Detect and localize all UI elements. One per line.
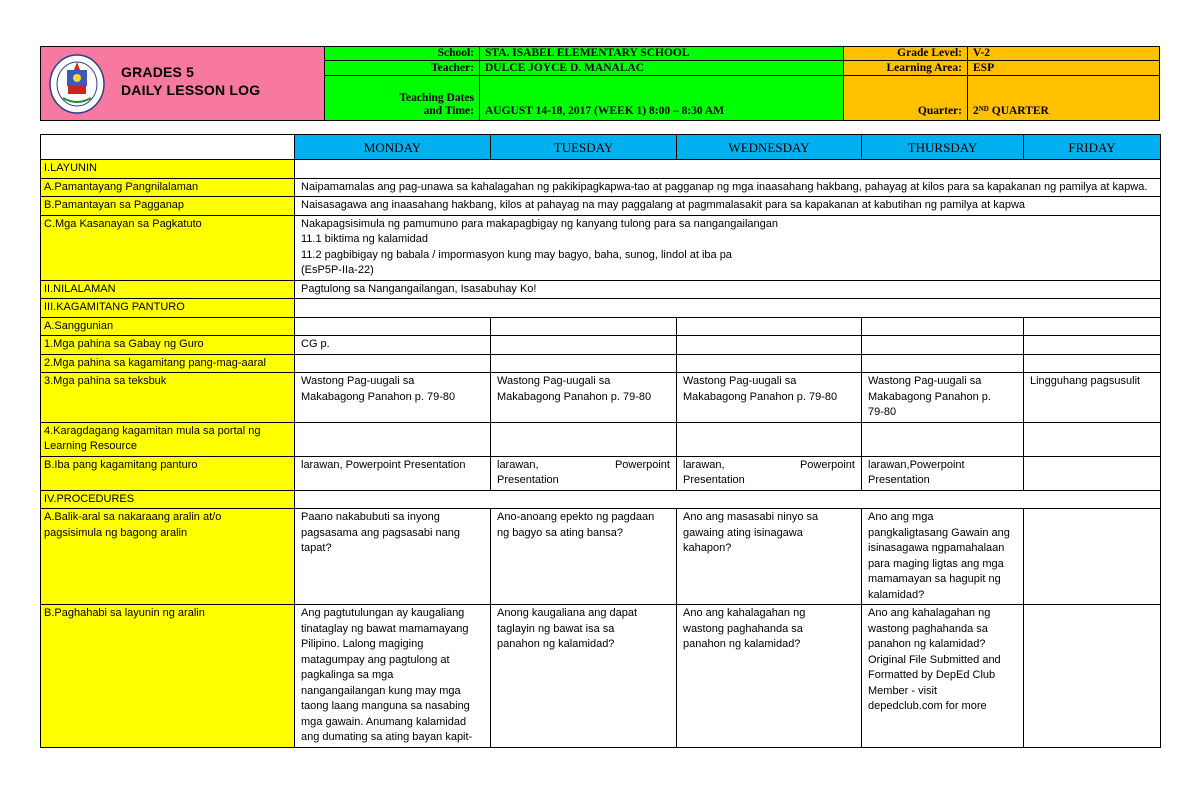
text-line: Ano ang mga [868, 511, 934, 523]
cell-teksbuk-tuesday [491, 373, 677, 423]
iba-line [497, 458, 670, 474]
label-kasanayan: C.Mga Kasanayan sa Pagkatuto [41, 215, 295, 280]
cell-empty [1024, 354, 1161, 373]
day-wednesday: WEDNESDAY [677, 135, 862, 160]
row-portal [41, 422, 1161, 456]
text-line: depedclub.com for more [868, 700, 987, 712]
balik-label-line: A.Balik-aral sa nakaraang aralin at/o [44, 511, 222, 523]
label-nilalaman: II.NILALAMAN [41, 280, 295, 299]
text-line: isinasagawa ngpamahalaan [868, 542, 1005, 554]
label-kagamitan: III.KAGAMITANG PANTURO [41, 299, 295, 318]
teksbuk-line: Makabagong Panahon p. 79-80 [683, 390, 838, 403]
row-paghahabi [41, 605, 1161, 748]
day-header-row [41, 135, 1161, 160]
row-teksbuk [41, 373, 1161, 423]
row-sanggunian [41, 317, 1161, 336]
day-thursday: THURSDAY [862, 135, 1024, 160]
text-line: Ano ang kahalagahan ng [868, 607, 991, 619]
text-line: matagumpay ang pagtulong at [301, 653, 450, 666]
cell-nilalaman: Pagtulong sa Nangangailangan, Isasabuhay Ko! [295, 280, 1161, 299]
portal-label-line: 4.Karagdagang kagamitan mula sa portal ng [44, 424, 261, 437]
quarter-value [968, 75, 1160, 120]
cell-empty [677, 354, 862, 373]
text-line: taglayin ng bawat isa sa [497, 622, 615, 635]
kasanayan-line: 11.1 biktima ng kalamidad [301, 233, 428, 245]
text-line: para maging ligtas ang mga [868, 557, 1004, 570]
row-procedures [41, 490, 1161, 509]
text-line: taong laang manguna sa nasabing [301, 700, 470, 712]
cell-empty [491, 354, 677, 373]
cell-procedures [295, 490, 1161, 509]
quarter-label: Quarter: [844, 75, 968, 120]
teksbuk-line: Wastong Pag-uugali sa [497, 375, 611, 387]
grade-level-label: Grade Level: [844, 47, 968, 61]
row-pamantayang [41, 178, 1161, 197]
lesson-log-table [40, 134, 1161, 748]
text-line: kalamidad? [868, 588, 925, 601]
text-line: panahon ng kalamidad? [497, 638, 615, 650]
cell-empty [862, 422, 1024, 456]
text-line: Member - visit [868, 684, 938, 697]
cell-iba-monday: larawan, Powerpoint Presentation [295, 456, 491, 490]
row-layunin [41, 160, 1161, 179]
row-gabay [41, 336, 1161, 355]
blank-header-cell [41, 135, 295, 160]
teksbuk-line: Makabagong Panahon p. 79-80 [301, 390, 456, 403]
cell-empty [491, 422, 677, 456]
text-line: Paano nakabubuti sa inyong [301, 511, 440, 523]
iba-word: larawan, [683, 458, 725, 471]
row-kasanayan [41, 215, 1161, 280]
cell-empty [862, 336, 1024, 355]
header-title-cell [41, 47, 325, 121]
teaching-dates-value: AUGUST 14-18, 2017 (WEEK 1) 8:00 – 8:30 AM [480, 75, 844, 120]
school-label: School: [325, 47, 480, 61]
text-line: ng bagyo sa ating bansa? [497, 526, 623, 539]
cell-balik-monday [295, 509, 491, 605]
cell-empty [677, 317, 862, 336]
text-line: Ano-anoang epekto ng pagdaan [497, 511, 655, 523]
text-line: Formatted by DepEd Club [868, 669, 996, 681]
quarter-word: QUARTER [991, 105, 1049, 117]
cell-paghahabi-monday [295, 605, 491, 748]
row-pagganap [41, 197, 1161, 216]
quarter-number: 2 [973, 105, 979, 117]
text-line: panahon ng kalamidad? [683, 638, 801, 650]
day-monday: MONDAY [295, 135, 491, 160]
cell-iba-tuesday [491, 456, 677, 490]
iba-line: larawan,Powerpoint [868, 458, 965, 471]
cell-paghahabi-thursday [862, 605, 1024, 748]
teksbuk-line: Makabagong Panahon p. 79-80 [497, 390, 652, 403]
day-tuesday: TUESDAY [491, 135, 677, 160]
teaching-dates-label [325, 75, 480, 120]
iba-line: Presentation [683, 474, 745, 486]
label-pagganap: B.Pamantayan sa Pagganap [41, 197, 295, 216]
cell-empty [295, 317, 491, 336]
teksbuk-line: 79-80 [868, 406, 897, 418]
cell-gabay-monday: CG p. [295, 336, 491, 355]
cell-teksbuk-wednesday [677, 373, 862, 423]
kasanayan-line: Nakapagsisimula ng pamumuno para makapagbigay ng kanyang tulong para sa nangangailangan [301, 217, 779, 230]
iba-word: larawan, [497, 458, 539, 471]
cell-balik-tuesday [491, 509, 677, 605]
cell-empty [491, 317, 677, 336]
text-line: Ano ang kahalagahan ng [683, 607, 806, 619]
header-title [121, 63, 260, 99]
row-iba-pang-kagamitan [41, 456, 1161, 490]
iba-line: Presentation [868, 474, 930, 486]
text-line: Ang pagtutulungan ay kaugaliang [301, 607, 465, 619]
learning-area-value: ESP [968, 61, 1160, 75]
text-line: panahon ng kalamidad? [868, 638, 986, 650]
cell-balik-wednesday [677, 509, 862, 605]
text-line: mga gawain. Anumang kalamidad [301, 715, 467, 728]
teksbuk-line: Wastong Pag-uugali sa [301, 375, 415, 387]
kasanayan-line: (EsP5P-IIa-22) [301, 264, 374, 276]
day-friday: FRIDAY [1024, 135, 1161, 160]
cell-teksbuk-friday: Lingguhang pagsusulit [1024, 373, 1161, 423]
cell-empty [295, 422, 491, 456]
text-line: Anong kaugaliana ang dapat [497, 607, 638, 619]
cell-empty [1024, 336, 1161, 355]
cell-empty [295, 354, 491, 373]
teacher-label: Teacher: [325, 61, 480, 75]
teacher-value: DULCE JOYCE D. MANALAC [480, 61, 844, 75]
label-kagamitang: 2.Mga pahina sa kagamitang pang-mag-aaral [41, 354, 295, 373]
cell-empty [491, 336, 677, 355]
text-line: pagsasama ang pagsasabi nang [301, 526, 461, 539]
label-sanggunian: A.Sanggunian [41, 317, 295, 336]
text-line: Original File Submitted and [868, 653, 1001, 666]
deped-seal-icon [49, 54, 105, 114]
iba-line [683, 458, 855, 474]
cell-pamantayang: Naipamamalas ang pag-unawa sa kahalagahan ng pakikipagkapwa-tao at pagganap ng mga inaasahang hakbang, pahayag at kilos para sa kapakanan ng pamilya at kapwa. [295, 178, 1161, 197]
label-procedures: IV.PROCEDURES [41, 490, 295, 509]
cell-paghahabi-tuesday [491, 605, 677, 748]
cell-kasanayan [295, 215, 1161, 280]
text-line: mamamayan sa hagupit ng [868, 573, 1001, 585]
cell-iba-wednesday [677, 456, 862, 490]
portal-label-line: Learning Resource [44, 440, 137, 452]
text-line: wastong paghahanda sa [683, 622, 803, 635]
kasanayan-line: 11.2 pagbibigay ng babala / impormasyon kung may bagyo, baha, sunog, lindol at iba pa [301, 248, 732, 261]
quarter-suffix: ND [978, 105, 989, 113]
label-layunin: I.LAYUNIN [41, 160, 295, 179]
cell-balik-thursday [862, 509, 1024, 605]
iba-word: Powerpoint [799, 458, 855, 471]
teksbuk-line: Wastong Pag-uugali sa [683, 375, 797, 387]
daily-lesson-log-label: DAILY LESSON LOG [121, 82, 261, 98]
header-table [40, 46, 1160, 121]
learning-area-label: Learning Area: [844, 61, 968, 75]
cell-empty [1024, 509, 1161, 605]
label-iba: B.Iba pang kagamitang panturo [41, 456, 295, 490]
label-paghahabi: B.Paghahabi sa layunin ng aralin [41, 605, 295, 748]
iba-line: Presentation [497, 474, 559, 486]
label-gabay: 1.Mga pahina sa Gabay ng Guro [41, 336, 295, 355]
cell-pagganap: Naisasagawa ang inaasahang hakbang, kilos at pahayag na may paggalang at pagmmalasakit para sa kapakanan at kabutihan ng pamilya at kapwa [295, 197, 1161, 216]
text-line: tinataglay ng bawat mamamayang [301, 622, 469, 635]
text-line: Ano ang masasabi ninyo sa [683, 511, 819, 523]
teaching-dates-line2: and Time: [423, 105, 474, 117]
cell-iba-thursday [862, 456, 1024, 490]
cell-layunin [295, 160, 1161, 179]
cell-empty [1024, 317, 1161, 336]
cell-empty [677, 422, 862, 456]
text-line: tapat? [301, 542, 332, 554]
cell-paghahabi-wednesday [677, 605, 862, 748]
text-line: ang dumating sa ating bayan kapit- [301, 731, 473, 743]
text-line: wastong paghahanda sa [868, 622, 988, 635]
cell-empty [862, 354, 1024, 373]
label-teksbuk: 3.Mga pahina sa teksbuk [41, 373, 295, 423]
grade-level-value: V-2 [968, 47, 1160, 61]
text-line: nangangailangan kung may mga [301, 684, 461, 697]
label-portal [41, 422, 295, 456]
balik-label-line: pagsisimula ng bagong aralin [44, 526, 188, 539]
teaching-dates-line1: Teaching Dates [399, 92, 474, 104]
row-kagamitan [41, 299, 1161, 318]
cell-empty [677, 336, 862, 355]
cell-empty [1024, 456, 1161, 490]
cell-kagamitan [295, 299, 1161, 318]
cell-teksbuk-monday [295, 373, 491, 423]
text-line: pangkaligtasang Gawain ang [868, 526, 1010, 539]
label-pamantayang: A.Pamantayang Pangnilalaman [41, 178, 295, 197]
text-line: Pilipino. Lalong magiging [301, 638, 424, 650]
text-line: kahapon? [683, 542, 732, 554]
text-line: gawaing ating isinagawa [683, 526, 803, 539]
cell-empty [862, 317, 1024, 336]
iba-word: Powerpoint [614, 458, 670, 471]
cell-empty [1024, 422, 1161, 456]
grades-label: GRADES 5 [121, 64, 195, 80]
row-balik-aral [41, 509, 1161, 605]
school-value: STA. ISABEL ELEMENTARY SCHOOL [480, 47, 844, 61]
label-balik-aral [41, 509, 295, 605]
teksbuk-line: Wastong Pag-uugali sa [868, 375, 982, 387]
teksbuk-line: Makabagong Panahon p. [868, 390, 991, 403]
text-line: pagkalinga sa mga [301, 669, 394, 681]
row-kagamitang-pang-mag-aaral [41, 354, 1161, 373]
cell-teksbuk-thursday [862, 373, 1024, 423]
row-nilalaman [41, 280, 1161, 299]
cell-empty [1024, 605, 1161, 748]
